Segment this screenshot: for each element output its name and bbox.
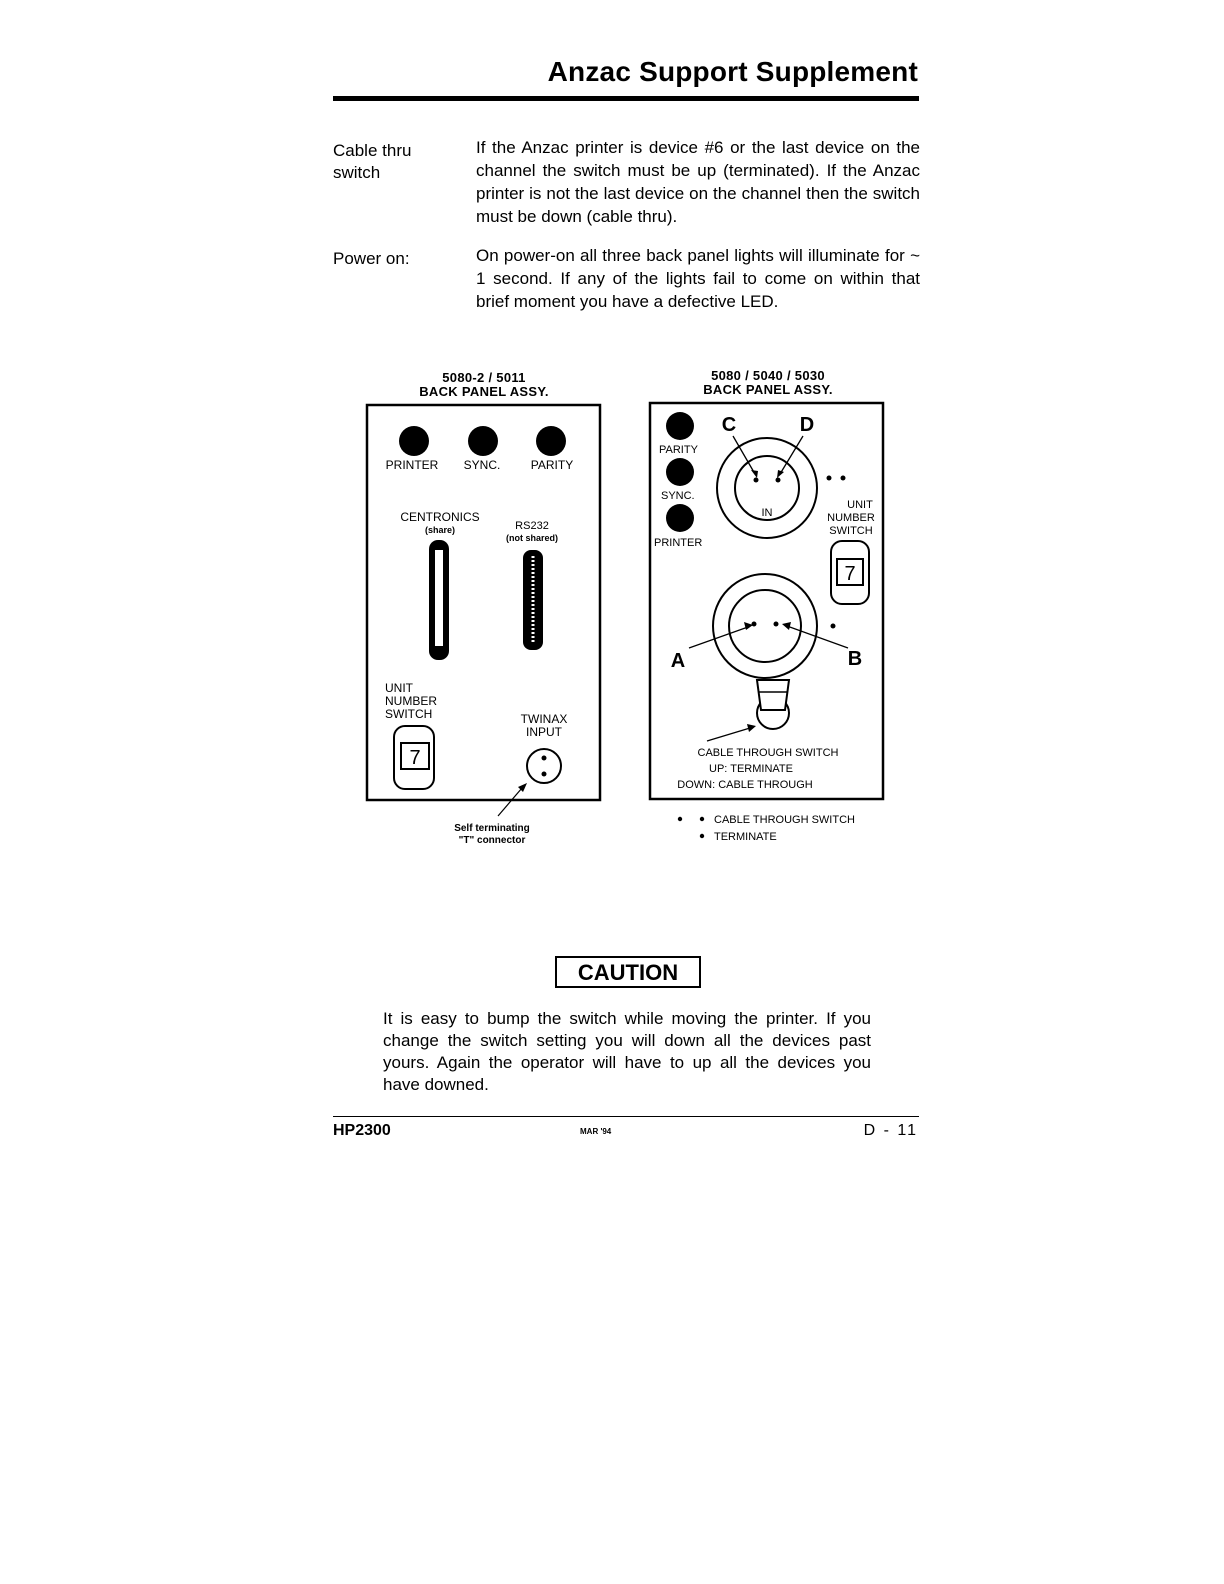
label-d: D	[799, 414, 815, 436]
twinax-callout-line1: Self terminating	[454, 823, 530, 834]
right-unit-label-line3: SWITCH	[829, 525, 873, 537]
switch-callout-arrow	[747, 724, 756, 732]
rs232-connector	[523, 550, 543, 650]
parity-led	[536, 426, 566, 456]
right-back-panel-diagram	[645, 398, 890, 850]
header-rule	[333, 96, 919, 101]
footer-model: HP2300	[333, 1122, 391, 1139]
label-b: B	[847, 648, 863, 670]
centronics-connector	[429, 540, 449, 660]
legend-line1: CABLE THROUGH SWITCH	[714, 814, 855, 826]
top-double-dot-2	[841, 476, 846, 481]
rs232-note: (not shared)	[505, 533, 559, 543]
left-unit-label-line2: NUMBER	[385, 694, 438, 708]
figure-right-title-line1: 5080 / 5040 / 5030	[711, 368, 825, 383]
figure-right-title	[650, 369, 886, 397]
b-callout-arrow	[782, 622, 791, 630]
footer-date: MAR '94	[580, 1127, 612, 1136]
legend-dot-3	[700, 834, 704, 838]
twinax-label-line1: TWINAX	[520, 712, 568, 726]
left-unit-label-line1: UNIT	[385, 681, 413, 695]
figure-right-title-line2: BACK PANEL ASSY.	[703, 382, 833, 397]
twinax-callout-line2: "T" connector	[458, 835, 526, 846]
legend-dot-2	[700, 817, 704, 821]
rs232-label: RS232	[515, 520, 549, 532]
right-unit-label-line1: UNIT	[847, 499, 873, 511]
single-dot	[831, 624, 836, 629]
caution-heading: CAUTION	[555, 956, 701, 988]
label-a: A	[670, 650, 686, 672]
twinax-callout-line	[498, 788, 522, 816]
twinax-label-line2: INPUT	[526, 725, 562, 739]
section-label-power-on: Power on:	[333, 249, 410, 268]
section-label-cable-thru: Cable thru switch	[333, 141, 412, 182]
label-c: C	[721, 414, 737, 436]
switch-callout-line	[707, 728, 750, 741]
legend-line2: TERMINATE	[714, 831, 777, 843]
right-unit-label-line2: NUMBER	[827, 512, 875, 524]
right-sync-label: SYNC.	[661, 490, 695, 502]
right-printer-label: PRINTER	[654, 537, 703, 549]
legend-dot-1	[678, 817, 682, 821]
figure-left-title	[366, 371, 602, 399]
right-sync-led	[666, 458, 694, 486]
label-in: IN	[761, 507, 773, 519]
left-unit-digit: 7	[409, 747, 421, 769]
right-parity-label: PARITY	[659, 444, 698, 456]
printer-led-label: PRINTER	[385, 458, 439, 472]
sync-led-label: SYNC.	[463, 458, 501, 472]
switch-label-line3: DOWN: CABLE THROUGH	[677, 779, 813, 791]
centronics-label: CENTRONICS	[400, 510, 480, 524]
section-text-cable-thru: If the Anzac printer is device #6 or the last device on the channel the switch must be up (terminated). If the Anzac printer is not the last device on the channel then the switch must be down (cable thru).	[476, 138, 920, 226]
in-connector	[717, 438, 817, 538]
page-header-title: Anzac Support Supplement	[547, 56, 918, 87]
switch-label-line1: CABLE THROUGH SWITCH	[697, 747, 839, 759]
section-text-power-on: On power-on all three back panel lights will illuminate for ~ 1 second. If any of the lights fail to come on within that brief moment you have a defective LED.	[476, 246, 920, 311]
lower-connector	[713, 574, 817, 678]
c-callout-line	[733, 436, 755, 474]
right-printer-led	[666, 504, 694, 532]
right-parity-led	[666, 412, 694, 440]
footer-rule	[333, 1116, 919, 1117]
printer-led	[399, 426, 429, 456]
cable-through-toggle-switch	[757, 680, 789, 729]
figure-left-title-line1: 5080-2 / 5011	[442, 370, 526, 385]
switch-label-line2: UP: TERMINATE	[709, 763, 793, 775]
twinax-input-connector	[527, 749, 561, 783]
footer-page-number: D - 11	[863, 1122, 918, 1139]
parity-led-label: PARITY	[530, 458, 574, 472]
centronics-note: (share)	[424, 525, 456, 535]
c-callout-arrow	[751, 470, 758, 478]
top-double-dot-1	[827, 476, 832, 481]
a-callout-line	[689, 627, 748, 648]
caution-text: It is easy to bump the switch while moving the printer. If you change the switch setting you will down all the devices past yours. Again the operator will have to up all the devices you have downed.	[383, 1009, 871, 1094]
sync-led	[468, 426, 498, 456]
d-callout-arrow	[777, 470, 784, 478]
figure-left-title-line2: BACK PANEL ASSY.	[419, 384, 549, 399]
left-back-panel-diagram	[360, 400, 610, 852]
right-unit-digit: 7	[844, 563, 856, 585]
left-unit-label-line3: SWITCH	[385, 707, 433, 721]
